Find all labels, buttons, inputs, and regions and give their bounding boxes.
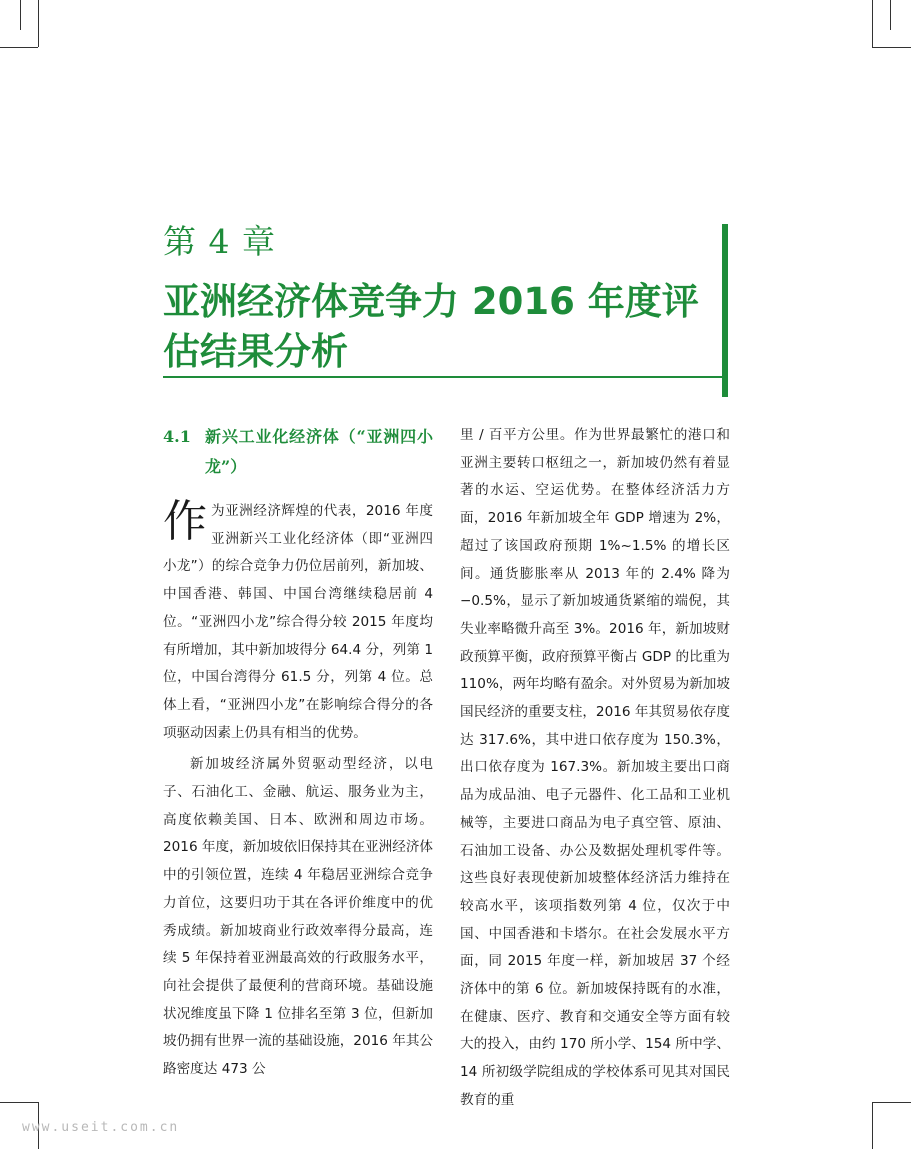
chapter-title: 亚洲经济体竞争力 2016 年度评估结果分析 <box>163 280 699 373</box>
crop-mark <box>38 0 39 47</box>
crop-mark <box>890 0 891 30</box>
paragraph-singapore-continued: 里 / 百平方公里。作为世界最繁忙的港口和亚洲主要转口枢纽之一，新加坡仍然有着显著的水运、空运优势。在整体经济活力方面，2016 年新加坡全年 GDP 增速为 2%，超过了该国政府预期 1%~1.5% 的增长区间。通货膨胀率从 2013 年的 2.4% 降为 −0.5%，显示了新加坡通货紧缩的端倪，其失业率略微升高至 3%。2016 年，新加坡财政预算平衡，政府预算平衡占 GDP 的比重为 110%，两年均略有盈余。对外贸易为新加坡国民经济的重要支柱，2016 年其贸易依存度达 317.6%，其中进口依存度为 150.3%，出口依存度为 167.3%。新加坡主要出口商品为成品油、电子元器件、化工品和工业机械等，主要进口商品为电子真空管、原油、石油加工设备、办公及数据处理机零件等。这些良好表现使新加坡整体经济活力维持在较高水平，该项指数列第 4 位，仅次于中国、中国香港和卡塔尔。在社会发展水平方面，同 2015 年度一样，新加坡居 37 个经济体中的第 6 位。新加坡保持既有的水准，在健康、医疗、教育和交通安全等方面有较大的投入，由约 170 所小学、154 所中学、14 所初级学院组成的学校体系可见其对国民教育的重 <box>460 427 731 1108</box>
paragraph-singapore: 新加坡经济属外贸驱动型经济，以电子、石油化工、金融、航运、服务业为主，高度依赖美国、日本、欧洲和周边市场。2016 年度，新加坡依旧保持其在亚洲经济体中的引领位置，连续 4 年稳居亚洲综合竞争力首位，这要归功于其在各评价维度中的优秀成绩。新加坡商业行政效率得分最高，连续 5 年保持着亚洲最高效的行政服务水平，向社会提供了最便利的营商环境。基础设施状况维度虽下降 1 位排名至第 3 位，但新加坡仍拥有世界一流的基础设施，2016 年其公路密度达 473 公 <box>163 756 434 1078</box>
crop-mark <box>0 1102 38 1103</box>
paragraph-intro-text: 为亚洲经济辉煌的代表，2016 年度亚洲新兴工业化经济体（即“亚洲四小龙”）的综合竞争力仍位居前列，新加坡、中国香港、韩国、中国台湾继续稳居前 4 位。“亚洲四小龙”综合得分较 2015 年度均有所增加，其中新加坡得分 64.4 分，列第 1 位，中国台湾得分 61.5 分，列第 4 位。总体上看，“亚洲四小龙”在影响综合得分的各项驱动因素上仍具有相当的优势。 <box>163 503 433 741</box>
title-accent-bar <box>722 224 728 397</box>
right-column <box>460 422 730 1115</box>
crop-mark <box>0 47 38 48</box>
section-title: 新兴工业化经济体（“亚洲四小龙”） <box>205 427 433 476</box>
drop-cap: 作 <box>163 496 207 547</box>
section-number: 4.1 <box>163 427 191 446</box>
crop-mark <box>872 0 873 47</box>
crop-mark <box>872 1102 911 1103</box>
crop-mark <box>872 1102 873 1149</box>
left-column <box>163 422 433 1084</box>
section-heading <box>163 422 433 482</box>
chapter-label: 第 4 章 <box>163 222 276 261</box>
title-rule <box>163 376 725 378</box>
crop-mark <box>872 47 911 48</box>
paragraph-intro <box>163 498 433 747</box>
crop-mark <box>20 0 21 30</box>
watermark: www.useit.com.cn <box>22 1120 180 1135</box>
